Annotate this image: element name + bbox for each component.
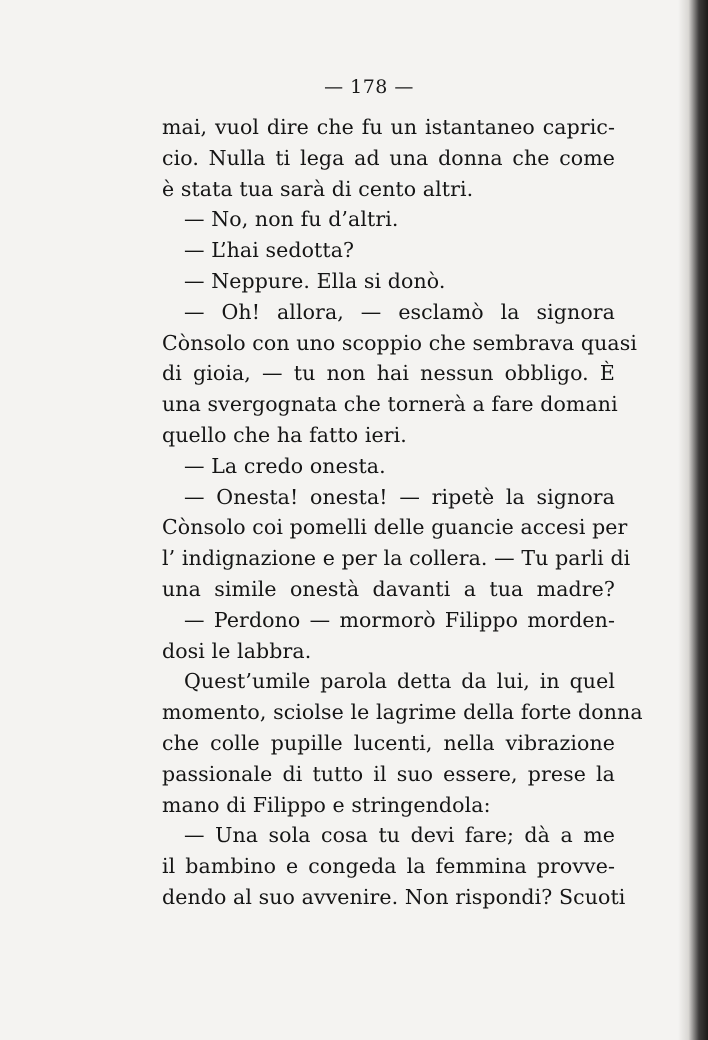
text-line: una svergognata che tornerà a fare domani: [162, 392, 618, 417]
page-binding-shadow: [678, 0, 708, 1040]
text-line: dosi le labbra.: [162, 638, 312, 663]
text-line: passionale di tutto il suo essere, prese la: [162, 761, 615, 786]
text-line: che colle pupille lucenti, nella vibrazione: [162, 730, 615, 755]
text-line: una simile onestà davanti a tua madre?: [162, 576, 615, 601]
text-line: — La credo onesta.: [184, 453, 386, 478]
text-line: Quest’umile parola detta da lui, in quel: [184, 669, 615, 694]
text-line: — Perdono — mormorò Filippo morden-: [184, 607, 615, 632]
text-line: momento, sciolse le lagrime della forte donna: [162, 700, 643, 725]
text-line: — L’hai sedotta?: [184, 238, 355, 263]
text-line: — Neppure. Ella si donò.: [184, 268, 446, 293]
text-line: l’ indignazione e per la collera. — Tu parli di: [162, 546, 631, 571]
text-line: — No, non fu d’altri.: [184, 207, 399, 232]
text-line: — Una sola cosa tu devi fare; dà a me: [184, 823, 615, 848]
text-line: mano di Filippo e stringendola:: [162, 792, 491, 817]
text-line: Cònsolo coi pomelli delle guancie accesi per: [162, 515, 628, 540]
page-number: — 178 —: [324, 76, 414, 98]
text-line: — Onesta! onesta! — ripetè la signora: [184, 484, 615, 509]
text-line: il bambino e congeda la femmina provve-: [162, 854, 615, 879]
text-line: quello che ha fatto ieri.: [162, 422, 407, 447]
text-line: di gioia, — tu non hai nessun obbligo. È: [162, 361, 615, 386]
text-line: è stata tua sarà di cento altri.: [162, 176, 474, 201]
page-text: [162, 112, 643, 913]
text-line: — Oh! allora, — esclamò la signora: [184, 299, 615, 324]
text-line: dendo al suo avvenire. Non rispondi? Scuoti: [162, 884, 626, 909]
text-line: mai, vuol dire che fu un istantaneo capric-: [162, 115, 615, 139]
text-line: cio. Nulla ti lega ad una donna che come: [162, 145, 615, 170]
text-line: Cònsolo con uno scoppio che sembrava quasi: [162, 330, 638, 355]
